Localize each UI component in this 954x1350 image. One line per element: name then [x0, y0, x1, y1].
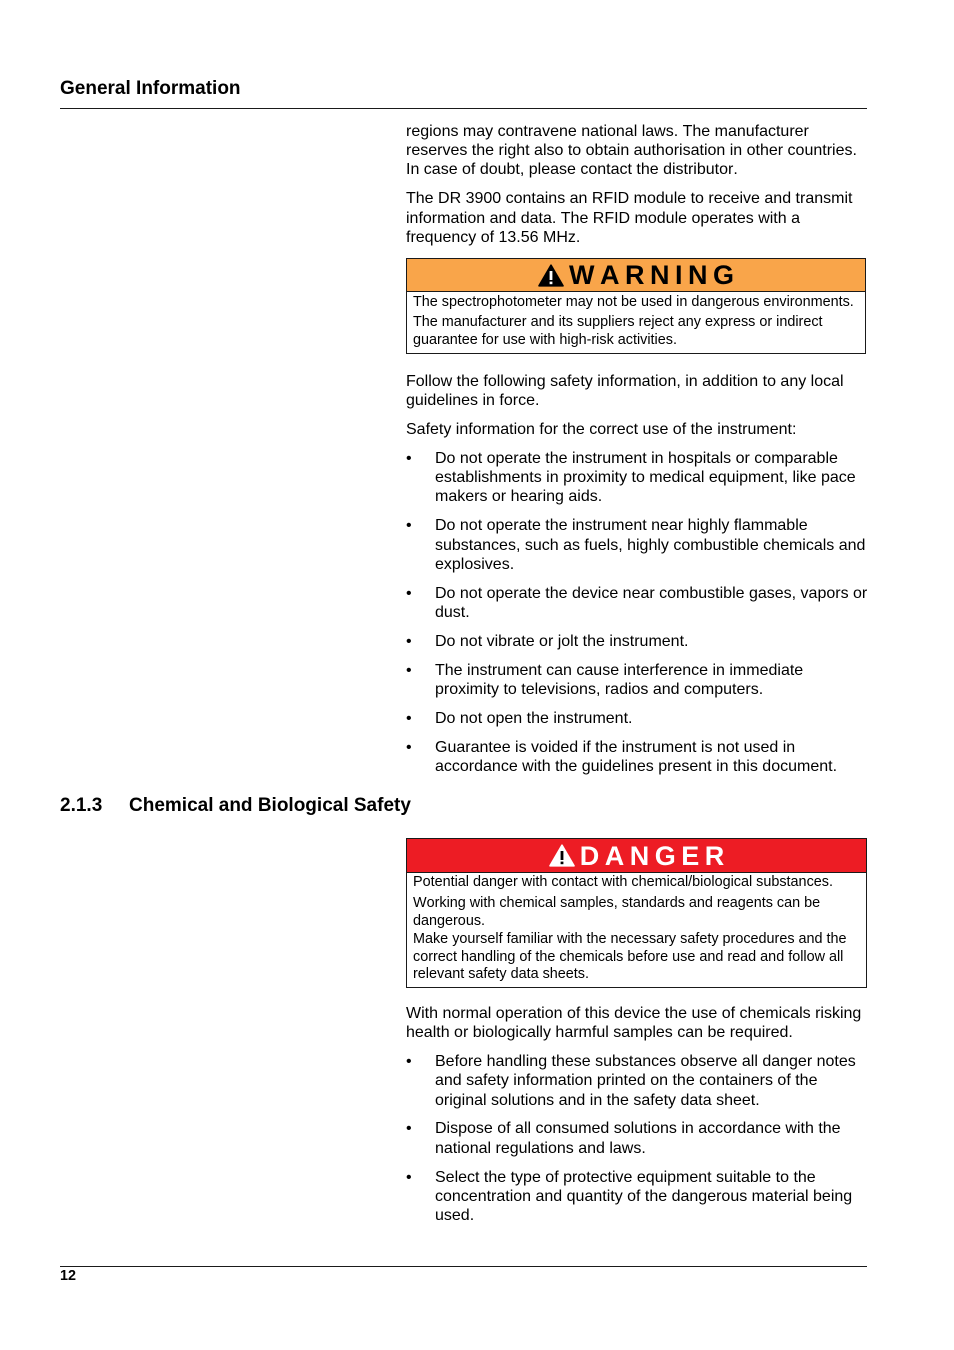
warning-text: The spectrophotometer may not be used in dangerous environments. [413, 294, 854, 311]
bullet-marker: • [406, 1120, 412, 1138]
danger-box [406, 838, 867, 988]
bullet-marker: • [406, 449, 412, 467]
list-item-text: Do not operate the instrument in hospitals or comparable establishments in proximity to medical equipment, like pace makers or hearing aids. [435, 449, 856, 506]
danger-banner [407, 839, 866, 873]
bullet-marker: • [406, 517, 412, 535]
bullet-marker: • [406, 738, 412, 756]
warning-triangle-icon [538, 264, 564, 287]
danger-triangle-icon [549, 844, 575, 867]
intro-text [406, 122, 869, 257]
warning-box [406, 258, 866, 354]
warning-body [407, 292, 865, 350]
warning-banner [407, 259, 865, 292]
section-number: 2.1.3 [60, 795, 103, 816]
bullet-marker: • [406, 709, 412, 727]
section-title: Chemical and Biological Safety [129, 795, 411, 816]
bullet-marker: • [406, 584, 412, 602]
paragraph: regions may contravene national laws. The manufacturer reserves the right also to obtain authorisation in other countries. In case of doubt, please contact the distributor. [406, 122, 857, 179]
bullet-marker: • [406, 661, 412, 679]
list-item-text: Guarantee is voided if the instrument is not used in accordance with the guidelines present in this document. [435, 738, 838, 776]
danger-body [407, 873, 866, 984]
paragraph: The DR 3900 contains an RFID module to receive and transmit information and data. The RFID module operates with a frequency of 13.56 MHz. [406, 190, 853, 246]
chemical-safety-text [406, 1004, 869, 1236]
page-number: 12 [60, 1268, 77, 1284]
danger-text: Potential danger with contact with chemical/biological substances. [413, 874, 833, 891]
running-header-title: General Information [60, 78, 241, 99]
list-item [406, 449, 869, 507]
list-item-text: Do not vibrate or jolt the instrument. [435, 632, 689, 650]
list-item [406, 516, 869, 574]
list-item [406, 661, 869, 700]
list-item [406, 1168, 869, 1226]
danger-label: DANGER [579, 840, 730, 871]
danger-text: Working with chemical samples, standards and reagents can be dangerous. [413, 895, 821, 930]
list-item [406, 1119, 869, 1158]
list-item [406, 738, 869, 777]
list-item-text: The instrument can cause interference in immediate proximity to televisions, radios and computers. [435, 661, 804, 699]
safety-bullet-list [406, 449, 869, 777]
list-item-text: Dispose of all consumed solutions in accordance with the national regulations and laws. [435, 1120, 841, 1157]
section-heading [60, 795, 480, 817]
list-item [406, 709, 869, 728]
paragraph: Safety information for the correct use of the instrument: [406, 420, 797, 438]
danger-text: Make yourself familiar with the necessary safety procedures and the correct handling of the chemicals before use and read and follow all relevant safety data sheets. [413, 930, 847, 983]
list-item [406, 632, 869, 651]
chemical-bullet-list [406, 1052, 869, 1226]
paragraph: Follow the following safety information, in addition to any local guidelines in force. [406, 372, 844, 409]
list-item-text: Do not operate the instrument near highly flammable substances, such as fuels, highly combustible chemicals and explosives. [435, 517, 866, 573]
footer-divider [60, 1266, 867, 1267]
list-item [406, 1052, 869, 1110]
safety-information [406, 372, 869, 786]
header-divider [60, 108, 867, 109]
list-item [406, 584, 869, 623]
bullet-marker: • [406, 1052, 412, 1070]
list-item-text: Select the type of protective equipment suitable to the concentration and quantity of the dangerous material being used. [435, 1168, 853, 1225]
warning-text: The manufacturer and its suppliers reject any express or indirect guarantee for use with high-risk activities. [413, 314, 823, 349]
bullet-marker: • [406, 632, 412, 650]
warning-label: WARNING [569, 260, 740, 290]
bullet-marker: • [406, 1168, 412, 1186]
list-item-text: Before handling these substances observe all danger notes and safety information printed on the containers of the original solutions and in the safety data sheet. [435, 1052, 856, 1109]
list-item-text: Do not open the instrument. [435, 709, 633, 727]
list-item-text: Do not operate the device near combustible gases, vapors or dust. [435, 584, 868, 622]
paragraph: With normal operation of this device the use of chemicals risking health or biologically harmful samples can be required. [406, 1004, 862, 1041]
